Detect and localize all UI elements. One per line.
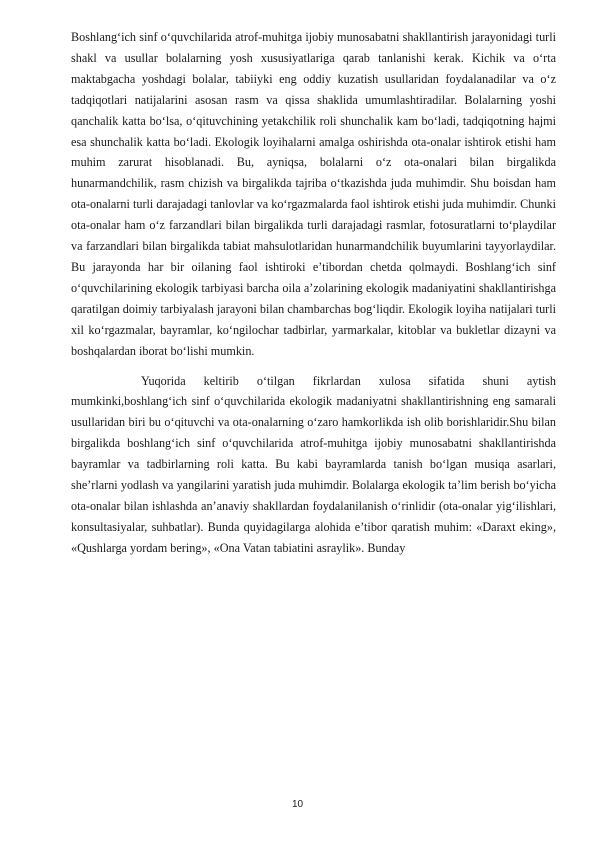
document-body <box>71 27 556 559</box>
paragraph-2: Yuqorida keltirib o‘tilgan fikrlardan xulosa sifatida shuni aytish mumkinki,boshlang‘ich sinf o‘quvchilarida ekologik madaniyatni shakllantirishning eng samarali usullaridan biri bu o‘qituvchi va ota-onalarning o‘zaro hamkorlikda ish olib borishlaridir.Shu bilan birgalikda boshlang‘ich sinf o‘quvchilarida atrof-muhitga ijobiy munosabatni shakllantirishda bayramlar va tadbirlarning roli katta. Bu kabi bayramlarda tanish bo‘lgan musiqa asarlari, she’rlarni yodlash va yangilarini yaratish juda muhimdir. Bolalarga ekologik ta’lim berish bo‘yicha ota-onalar bilan ishlashda an’anaviy shakllardan foydalanilanish o‘rinlidir (ota-onalar yig‘ilishlari, konsultasiyalar, suhbatlar). Bunda quyidagilarga alohida e’tibor qaratish muhim: «Daraxt eking», «Qushlarga yordam bering», «Ona Vatan tabiatini asraylik». Bunday <box>71 373 556 555</box>
page-number: 10 <box>291 799 304 810</box>
paragraph-1: Boshlang‘ich sinf o‘quvchilarida atrof-muhitga ijobiy munosabatni shakllantirish jarayonidagi turli shakl va usullar bolalarning yosh xususiyatlariga qarab tanlanishi kerak. Kichik va o‘rta maktabgacha yoshdagi bolalar, tabiiyki eng oddiy kuzatish usullaridan foydalanadilar va o‘z tadqiqotlari natijalarini asosan rasm va qissa shaklida umumlashtiradilar. Bolalarning yoshi qanchalik katta bo‘lsa, o‘qituvchining yetakchilik roli shunchalik kam bo‘ladi, tadqiqotning hajmi esa shunchalik katta bo‘ladi. Ekologik loyihalarni amalga oshirishda ota-onalar ishtirok etishi ham muhim zarurat hisoblanadi. Bu, ayniqsa, bolalarni o‘z ota-onalari bilan birgalikda hunarmandchilik, rasm chizish va birgalikda tajriba o‘tkazishda juda muhimdir. Shu boisdan ham ota-onalarni turli darajadagi tanlovlar va ko‘rgazmalarda faol ishtirok etishi juda muhimdir. Chunki ota-onalar ham o‘z farzandlari bilan birgalikda turli darajadagi rasmlar, fotosuratlarni to‘playdilar va farzandlari bilan birgalikda tabiat mahsulotlaridan hunarmandchilik buyumlarini tayyorlaydilar. Bu jarayonda har bir oilaning faol ishtiroki e’tibordan chetda qolmaydi. Boshlang‘ich sinf o‘quvchilarining ekologik tarbiyasi barcha oila a’zolarining ekologik madaniyatini shakllantirishga qaratilgan doimiy tarbiyalash jarayoni bilan chambarchas bog‘liqdir. Ekologik loyiha natijalari turli xil ko‘rgazmalar, bayramlar, ko‘ngilochar tadbirlar, yarmarkalar, kitoblar va bukletlar dizayni va boshqalardan iborat bo‘lishi mumkin. <box>71 30 556 358</box>
